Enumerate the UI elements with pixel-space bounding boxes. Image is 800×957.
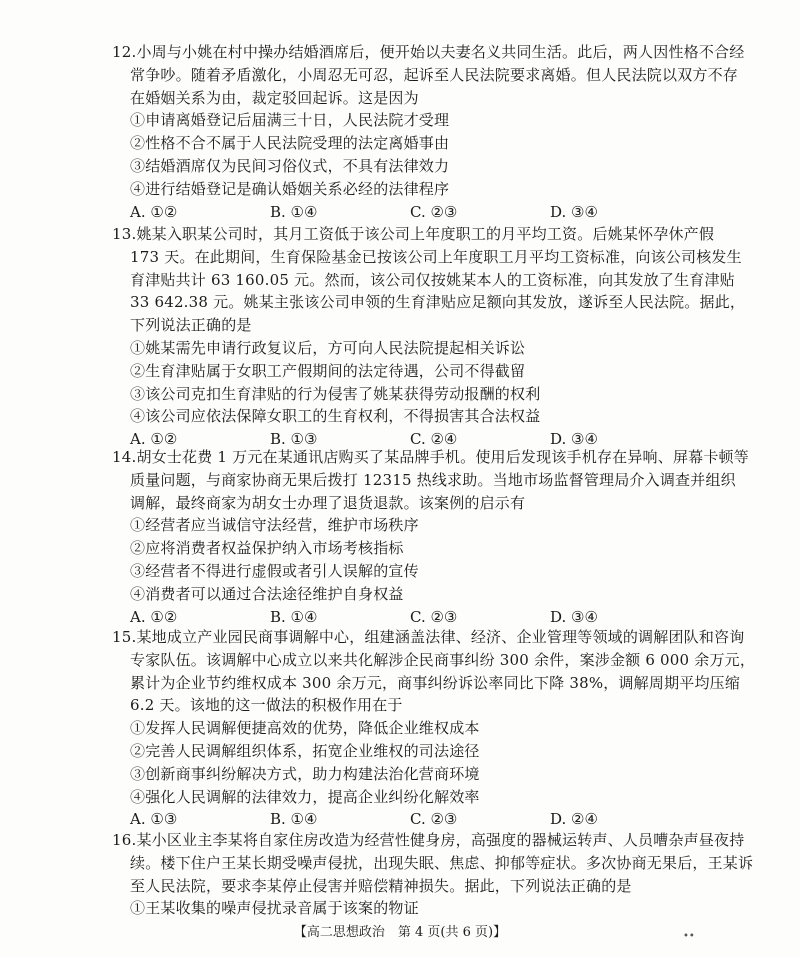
choice-a: A. ①② [130,430,178,449]
question-stem-line: 质量问题，与商家协商无果后拨打 12315 热线求助。当地市场监督管理局介入调查并组织 [130,470,736,489]
choice-c: C. ②③ [410,607,458,626]
option-statement: ④消费者可以通过合法途径维护自身权益 [130,584,404,603]
choice-b: B. ①④ [270,810,318,829]
question-15 [112,626,756,831]
option-statement: ④进行结婚登记是确认婚姻关系必经的法律程序 [130,179,450,198]
choice-d: D. ③④ [550,430,598,449]
answer-choices [130,606,694,629]
question-stem-line: 16.某小区业主李某将自家住房改造为经营性健身房，高强度的器械运转声、人员嘈杂声昼夜持 [112,831,745,849]
option-statement: ①发挥人民调解便捷高效的优势，降低企业维权成本 [130,719,480,738]
question-16 [112,829,754,920]
choice-c: C. ②③ [410,202,458,221]
option-statement: ③结婚酒席仅为民间习俗仪式，不具有法律效力 [130,156,450,175]
choice-d: D. ③④ [550,607,598,626]
choice-c: C. ②③ [410,810,458,829]
option-statement: ③经营者不得进行虚假或者引人误解的宣传 [130,561,419,580]
question-stem-line: 续。楼下住户王某长期受噪声侵扰，出现失眠、焦虑、抑郁等症状。多次协商无果后，王某诉 [130,853,754,872]
question-stem-line: 14.胡女士花费 1 万元在某通讯店购买了某品牌手机。使用后发现该手机存在异响、屏幕卡顿等 [112,448,749,466]
corner-mark: •• [683,931,695,942]
page-footer: 【高二思想政治 第 4 页(共 6 页)】 [293,925,507,940]
answer-choices [130,201,694,224]
option-statement: ③创新商事纠纷解决方式，助力构建法治化营商环境 [130,764,480,783]
question-stem-line: 6.2 天。该地的这一做法的积极作用在于 [130,696,403,715]
question-13 [112,223,746,451]
question-14 [112,446,749,628]
question-stem-line: 173 天。在此期间，生育保险基金已按该公司上年度职工月平均工资标准，向该公司核发生 [130,247,742,266]
option-statement: ①王某收集的噪声侵扰录音属于该案的物证 [130,899,419,918]
choice-a: A. ①② [130,607,178,626]
option-statement: ②生育津贴属于女职工产假期间的法定待遇，公司不得截留 [130,361,526,380]
question-stem-line: 13.姚某入职某公司时，其月工资低于该公司上年度职工的月平均工资。后姚某怀孕休产假 [112,225,715,243]
choice-d: D. ③④ [550,202,598,221]
choice-a: A. ①② [130,202,178,221]
question-stem-line: 至人民法院，要求李某停止侵害并赔偿精神损失。据此，下列说法正确的是 [130,876,632,895]
question-stem-line: 常争吵。随着矛盾激化，小周忍无可忍，起诉至人民法院要求离婚。但人民法院以双方不存 [130,65,739,84]
question-stem-line: 15.某地成立产业园民商事调解中心，组建涵盖法律、经济、企业管理等领域的调解团队和咨询 [112,628,745,646]
answer-choices [130,808,694,831]
question-12 [112,41,745,223]
option-statement: ①姚某需先申请行政复议后，方可向人民法院提起相关诉讼 [130,338,526,357]
option-statement: ②完善人民调解组织体系，拓宽企业维权的司法途径 [130,741,480,760]
question-stem-line: 累计为企业节约维权成本 300 余万元，商事纠纷诉讼率同比下降 38%，调解周期平均压缩 [130,673,741,692]
question-stem-line: 33 642.38 元。姚某主张该公司申领的生育津贴应足额向其发放，遂诉至人民法院。据此， [130,293,746,312]
choice-b: B. ①④ [270,202,318,221]
choice-b: B. ①④ [270,607,318,626]
question-stem-line: 专家队伍。该调解中心成立以来共化解涉企民商事纠纷 300 余件，案涉金额 6 000 余万元， [130,650,756,669]
question-stem-line: 育津贴共计 63 160.05 元。然而，该公司仅按姚某本人的工资标准，向其发放了生育津贴 [130,270,735,289]
question-stem-line: 在婚姻关系为由，裁定驳回起诉。这是因为 [130,88,419,107]
choice-a: A. ①③ [130,810,178,829]
option-statement: ①经营者应当诚信守法经营，维护市场秩序 [130,516,419,535]
choice-d: D. ②④ [550,810,598,829]
question-stem-line: 调解，最终商家为胡女士办理了退货退款。该案例的启示有 [130,493,526,512]
choice-b: B. ①③ [270,430,318,449]
option-statement: ④强化人民调解的法律效力，提高企业纠纷化解效率 [130,787,480,806]
option-statement: ②性格不合不属于人民法院受理的法定离婚事由 [130,134,450,153]
option-statement: ②应将消费者权益保护纳入市场考核指标 [130,539,404,558]
question-stem-line: 12.小周与小姚在村中操办结婚酒席后，便开始以夫妻名义共同生活。此后，两人因性格不合经 [112,43,745,61]
option-statement: ④该公司应依法保障女职工的生育权利，不得损害其合法权益 [130,407,541,426]
question-stem-line: 下列说法正确的是 [130,316,252,335]
choice-c: C. ②④ [410,430,458,449]
option-statement: ①申请离婚登记后届满三十日，人民法院才受理 [130,111,450,130]
option-statement: ③该公司克扣生育津贴的行为侵害了姚某获得劳动报酬的权利 [130,384,541,403]
